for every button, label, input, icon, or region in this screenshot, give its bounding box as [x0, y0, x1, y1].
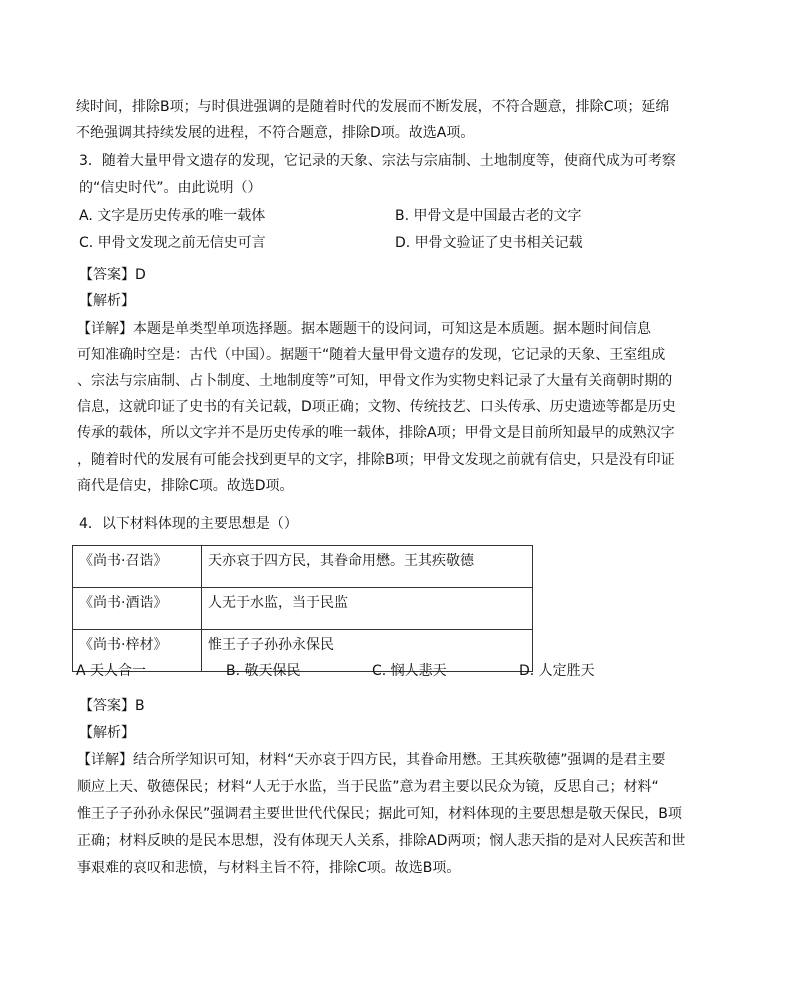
- q3-stem-line-2: 的“信史时代”。由此说明（）: [79, 180, 262, 196]
- q3-option-c: C. 甲骨文发现之前无信史可言: [79, 235, 266, 251]
- q4-option-c: C. 悯人悲天: [372, 663, 447, 679]
- material-text-3: 惟王子子孙孙永保民: [202, 630, 533, 672]
- q4-material-table: [72, 545, 533, 672]
- q3-option-d: D. 甲骨文验证了史书相关记载: [395, 235, 583, 251]
- prev-analysis-line-1: 续时间，排除B项；与时俱进强调的是随着时代的发展而不断发展，不符合题意，排除C项；延绵: [76, 99, 670, 115]
- q3-stem-line-1: 3．随着大量甲骨文遗存的发现，它记录的天象、宗法与宗庙制、土地制度等，使商代成为可考察: [79, 153, 676, 169]
- q3-analysis-line-1: 【详解】本题是单类型单项选择题。据本题题干的设问词，可知这是本质题。据本题时间信息: [77, 321, 651, 337]
- q3-analysis-line-7: 商代是信史，排除C项。故选D项。: [77, 478, 294, 494]
- q3-analysis-line-3: 、宗法与宗庙制、占卜制度、土地制度等”可知，甲骨文作为实物史料记录了大量有关商朝时期的: [77, 373, 673, 389]
- q3-analysis-label: 【解析】: [79, 293, 135, 309]
- q4-answer: 【答案】B: [79, 698, 145, 714]
- material-source-1: 《尚书·召诰》: [73, 546, 202, 588]
- q4-analysis-label: 【解析】: [79, 725, 135, 741]
- q4-analysis-line-3: 惟王子子孙孙永保民”强调君主要世世代代保民；据此可知，材料体现的主要思想是敬天保民，B项: [77, 806, 682, 822]
- material-text-1: 天亦哀于四方民，其眷命用懋。王其疾敬德: [202, 546, 533, 588]
- q4-option-a: A 天人合一: [76, 663, 147, 679]
- q3-answer: 【答案】D: [79, 267, 146, 283]
- table-row: [73, 588, 533, 630]
- q3-option-b: B. 甲骨文是中国最古老的文字: [395, 208, 582, 224]
- q4-analysis-line-1: 【详解】结合所学知识可知，材料“天亦哀于四方民，其眷命用懋。王其疾敬德”强调的是君主要: [77, 752, 666, 768]
- q3-analysis-line-2: 可知准确时空是：古代（中国）。据题干“随着大量甲骨文遗存的发现，它记录的天象、王室组成: [77, 347, 666, 363]
- q4-analysis-line-5: 事艰难的哀叹和悲愤，与材料主旨不符，排除C项。故选B项。: [77, 860, 461, 876]
- q3-analysis-line-5: 传承的载体，所以文字并不是历史传承的唯一载体，排除A项；甲骨文是目前所知最早的成熟汉字: [77, 425, 675, 441]
- material-source-2: 《尚书·酒诰》: [73, 588, 202, 630]
- q4-analysis-line-4: 正确；材料反映的是民本思想，没有体现天人关系，排除AD两项；悯人悲天指的是对人民疾苦和世: [77, 833, 686, 849]
- q4-option-d: D. 人定胜天: [519, 663, 595, 679]
- q3-analysis-line-6: ，随着时代的发展有可能会找到更早的文字，排除B项；甲骨文发现之前就有信史，只是没有印证: [77, 452, 675, 468]
- q3-option-a: A. 文字是历史传承的唯一载体: [79, 208, 266, 224]
- q4-option-b: B. 敬天保民: [226, 663, 301, 679]
- q3-analysis-line-4: 信息，这就印证了史书的有关记载，D项正确；文物、传统技艺、口头传承、历史遗迹等都是历史: [77, 399, 676, 415]
- prev-analysis-line-2: 不绝强调其持续发展的进程，不符合题意，排除D项。故选A项。: [76, 125, 475, 141]
- q4-analysis-line-2: 顺应上天、敬德保民；材料“人无于水监，当于民监”意为君主要以民众为镜，反思自己；材料“: [77, 779, 659, 795]
- q4-stem: 4．以下材料体现的主要思想是（）: [79, 516, 298, 532]
- material-source-3: 《尚书·梓材》: [73, 630, 202, 672]
- material-text-2: 人无于水监，当于民监: [202, 588, 533, 630]
- table-row: [73, 546, 533, 588]
